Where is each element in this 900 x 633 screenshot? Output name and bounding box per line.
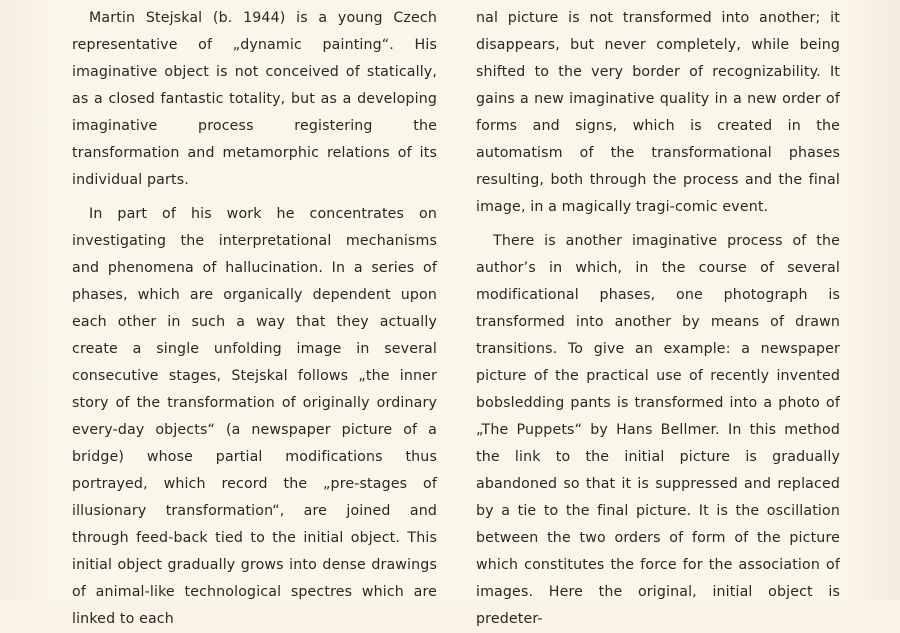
paragraph-photograph-transformation: There is another imaginative process of the author’s in which, in the course of several modificational phases, one photograph is transformed into another by means of drawn transitions. To give an example: a newspaper picture of the practical use of recently invented bobsledding pants is transformed into a photo of „The Puppets“ by Hans Bellmer. In this method the link to the initial picture is gradually abandoned so that it is suppressed and replaced by a tie to the final picture. It is the oscillation between the two orders of form of the picture which constitutes the force for the association of images. Here the original, initial object is predeter- bbox=[476, 233, 840, 627]
right-text-column bbox=[476, 5, 840, 633]
paragraph-continuation: nal picture is not transformed into another; it disappears, but never completely, while being shifted to the very border of recognizability. It gains a new imaginative quality in a new order of forms and signs, which is created in the automatism of the transformational phases resulting, both through the process and the final image, in a magically tragi-comic event. bbox=[476, 10, 840, 215]
paragraph-stejskal-intro: Martin Stejskal (b. 1944) is a young Czech representative of „dynamic painting“. His imaginative object is not conceived of statically, as a closed fantastic totality, but as a developing imaginative process registering the transformation and metamorphic relations of its individual parts. bbox=[72, 10, 437, 188]
paragraph-hallucination: In part of his work he concentrates on investigating the interpretational mechanisms and phenomena of hallucination. In a series of phases, which are organically dependent upon each other in such a way that they actually create a single unfolding image in several consecutive stages, Stejskal follows „the inner story of the transformation of originally ordinary every-day objects“ (a newspaper picture of a bridge) whose partial modifications thus portrayed, which record the „pre-stages of illusionary transformation“, are joined and through feed-back tied to the initial object. This initial object gradually grows into dense drawings of animal-like technological spectres which are linked to each bbox=[72, 206, 437, 627]
left-text-column bbox=[72, 5, 437, 633]
